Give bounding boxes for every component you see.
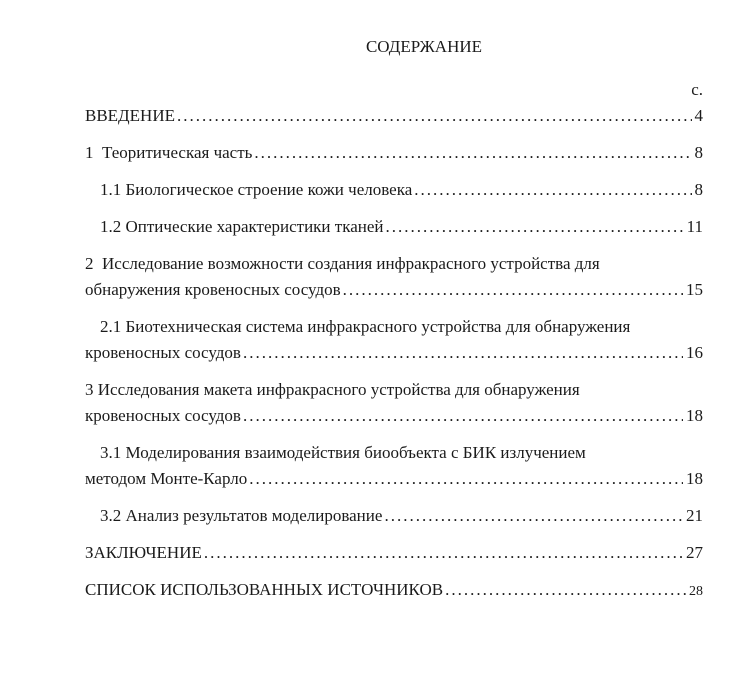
toc-entry: [85, 177, 703, 203]
dot-leader: [243, 340, 683, 366]
toc-entry: [85, 214, 703, 240]
toc-entry: [85, 140, 703, 166]
toc-entry-page: 11: [686, 217, 703, 236]
dot-leader: [414, 177, 691, 203]
toc-entry-page: 28: [689, 584, 703, 599]
table-of-contents: [85, 103, 703, 605]
toc-entry-page: 27: [686, 543, 703, 562]
toc-entry: [85, 103, 703, 129]
toc-entry-title-line1: 2 Исследование возможности создания инфракрасного устройства для: [85, 254, 600, 273]
dot-leader: [384, 503, 683, 529]
toc-entry-title: 1.2 Оптические характеристики тканей: [100, 217, 384, 236]
dot-leader: [445, 577, 686, 603]
page-column-label: с.: [691, 80, 703, 99]
toc-entry-title-line2: методом Монте-Карло: [85, 469, 248, 488]
toc-entry-page: 8: [694, 143, 703, 162]
toc-entry-title-line2: кровеносных сосудов: [85, 343, 241, 362]
toc-entry: [85, 540, 703, 566]
toc-entry-title-line1: 3.1 Моделирования взаимодействия биообъекта с БИК излучением: [100, 443, 586, 462]
toc-entry: [85, 577, 703, 605]
toc-entry-title-line1: 3 Исследования макета инфракрасного устройства для обнаружения: [85, 380, 580, 399]
toc-entry-title: ВВЕДЕНИЕ: [85, 106, 175, 125]
toc-entry-title: 3.2 Анализ результатов моделирование: [100, 506, 383, 525]
toc-entry: [85, 503, 703, 529]
dot-leader: [343, 277, 683, 303]
toc-entry-page: 21: [686, 506, 703, 525]
toc-entry-page: 16: [686, 343, 703, 362]
toc-entry-title-line2: кровеносных сосудов: [85, 406, 241, 425]
dot-leader: [254, 140, 691, 166]
page-title: СОДЕРЖАНИЕ: [365, 37, 483, 56]
toc-entry-title: ЗАКЛЮЧЕНИЕ: [85, 543, 202, 562]
dot-leader: [386, 214, 684, 240]
dot-leader: [204, 540, 683, 566]
toc-entry-title-line1: 2.1 Биотехническая система инфракрасного устройства для обнаружения: [100, 317, 631, 336]
toc-entry: [85, 440, 703, 492]
dot-leader: [249, 466, 683, 492]
toc-entry-title: СПИСОК ИСПОЛЬЗОВАННЫХ ИСТОЧНИКОВ: [85, 580, 444, 599]
toc-entry-page: 18: [686, 469, 703, 488]
dot-leader: [177, 103, 692, 129]
toc-entry-page: 15: [686, 280, 703, 299]
toc-entry-page: 8: [694, 180, 703, 199]
toc-entry-page: 18: [686, 406, 703, 425]
toc-entry-title: 1.1 Биологическое строение кожи человека: [100, 180, 413, 199]
toc-entry: [85, 377, 703, 429]
toc-entry-title: 1 Теоритическая часть: [85, 143, 253, 162]
toc-entry-page: 4: [694, 106, 703, 125]
toc-entry-title-line2: обнаружения кровеносных сосудов: [85, 280, 341, 299]
toc-entry: [85, 251, 703, 303]
toc-entry: [85, 314, 703, 366]
dot-leader: [243, 403, 683, 429]
